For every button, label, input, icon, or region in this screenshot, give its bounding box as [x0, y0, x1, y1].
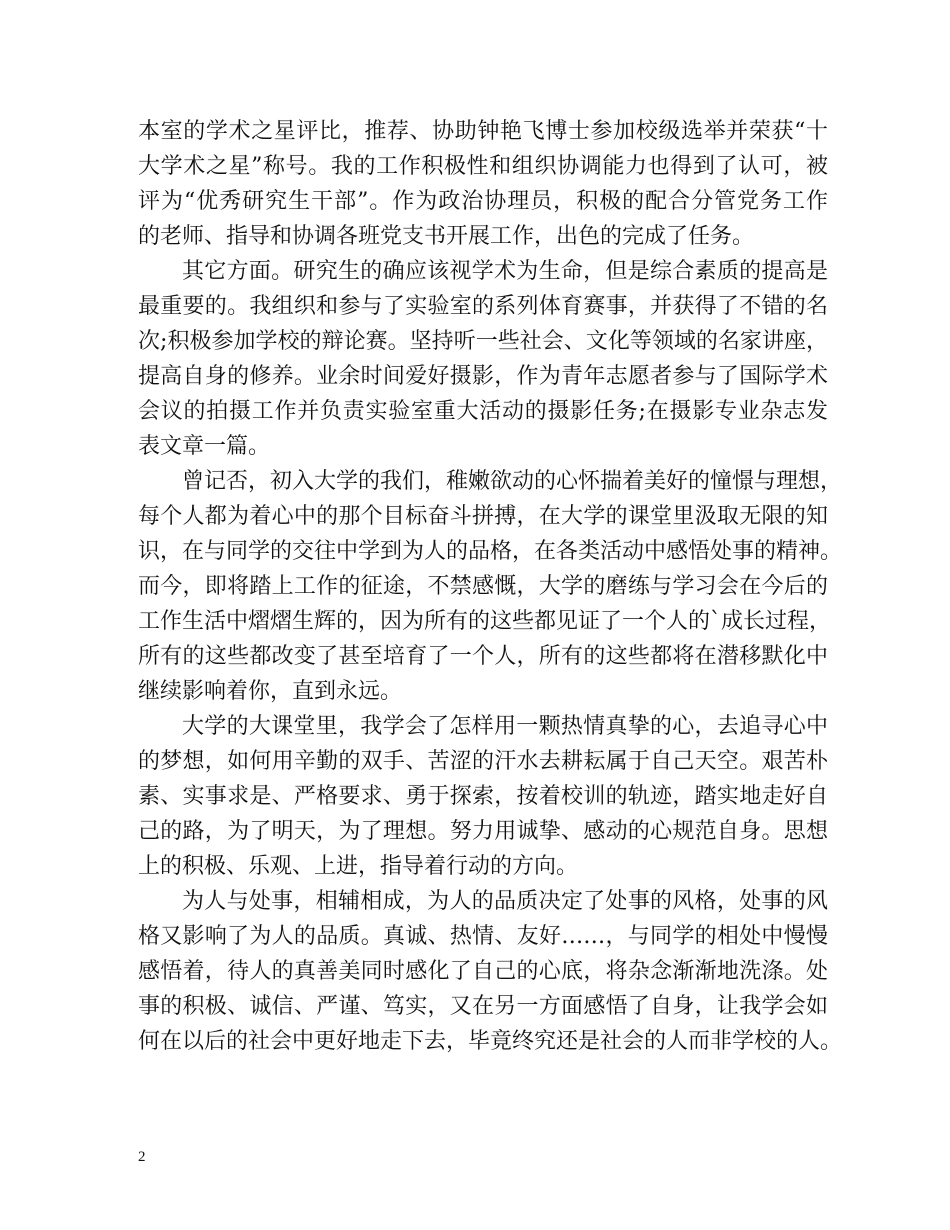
text-line: 提高自身的修养。业余时间爱好摄影，作为青年志愿者参与了国际学术	[138, 364, 828, 389]
text-line: 工作生活中熠熠生辉的，因为所有的这些都见证了一个人的`成长过程，	[138, 609, 832, 634]
paragraph	[138, 709, 828, 884]
text-line: 次;积极参加学校的辩论赛。坚持听一些社会、文化等领域的名家讲座，	[138, 329, 828, 354]
paragraph	[138, 114, 828, 254]
text-line: 每个人都为着心中的那个目标奋斗拼搏，在大学的课堂里汲取无限的知	[138, 504, 828, 529]
text-line: 曾记否，初入大学的我们，稚嫩欲动的心怀揣着美好的憧憬与理想，	[182, 469, 843, 494]
text-line: 何在以后的社会中更好地走下去，毕竟终究还是社会的人而非学校的人。	[138, 1029, 843, 1054]
text-line: 素、实事求是、严格要求、勇于探索，按着校训的轨迹，踏实地走好自	[138, 784, 828, 809]
text-line: 格又影响了为人的品质。真诚、热情、友好……，与同学的相处中慢慢	[138, 924, 828, 949]
text-line: 大学的大课堂里，我学会了怎样用一颗热情真挚的心，去追寻心中	[182, 714, 828, 739]
text-line: 上的积极、乐观、上进，指导着行动的方向。	[138, 854, 579, 879]
page-number: 2	[138, 1149, 146, 1165]
text-line: 的梦想，如何用辛勤的双手、苦涩的汗水去耕耘属于自己天空。艰苦朴	[138, 749, 828, 774]
text-line: 本室的学术之星评比，推荐、协助钟艳飞博士参加校级选举并荣获“十	[138, 119, 828, 144]
text-line: 感悟着，待人的真善美同时感化了自己的心底，将杂念渐渐地洗涤。处	[138, 959, 828, 984]
text-line: 识，在与同学的交往中学到为人的品格，在各类活动中感悟处事的精神。	[138, 539, 843, 564]
document-body	[138, 114, 843, 1059]
text-line: 己的路，为了明天，为了理想。努力用诚挚、感动的心规范自身。思想	[138, 819, 828, 844]
text-line: 表文章一篇。	[138, 434, 271, 459]
text-line: 而今，即将踏上工作的征途，不禁感慨，大学的磨练与学习会在今后的	[138, 574, 828, 599]
paragraph	[138, 884, 843, 1059]
paragraph	[138, 464, 843, 709]
text-line: 会议的拍摄工作并负责实验室重大活动的摄影任务;在摄影专业杂志发	[138, 399, 828, 424]
text-line: 继续影响着你，直到永远。	[138, 679, 403, 704]
text-line: 评为“优秀研究生干部”。作为政治协理员，积极的配合分管党务工作	[138, 189, 828, 214]
text-line: 其它方面。研究生的确应该视学术为生命，但是综合素质的提高是	[182, 259, 828, 284]
paragraph	[138, 254, 828, 464]
text-line: 最重要的。我组织和参与了实验室的系列体育赛事，并获得了不错的名	[138, 294, 828, 319]
text-line: 大学术之星”称号。我的工作积极性和组织协调能力也得到了认可，被	[138, 154, 828, 179]
text-line: 为人与处事，相辅相成，为人的品质决定了处事的风格，处事的风	[182, 889, 828, 914]
text-line: 的老师、指导和协调各班党支书开展工作，出色的完成了任务。	[138, 224, 755, 249]
text-line: 所有的这些都改变了甚至培育了一个人，所有的这些都将在潜移默化中	[138, 644, 828, 669]
text-line: 事的积极、诚信、严谨、笃实，又在另一方面感悟了自身，让我学会如	[138, 994, 828, 1019]
